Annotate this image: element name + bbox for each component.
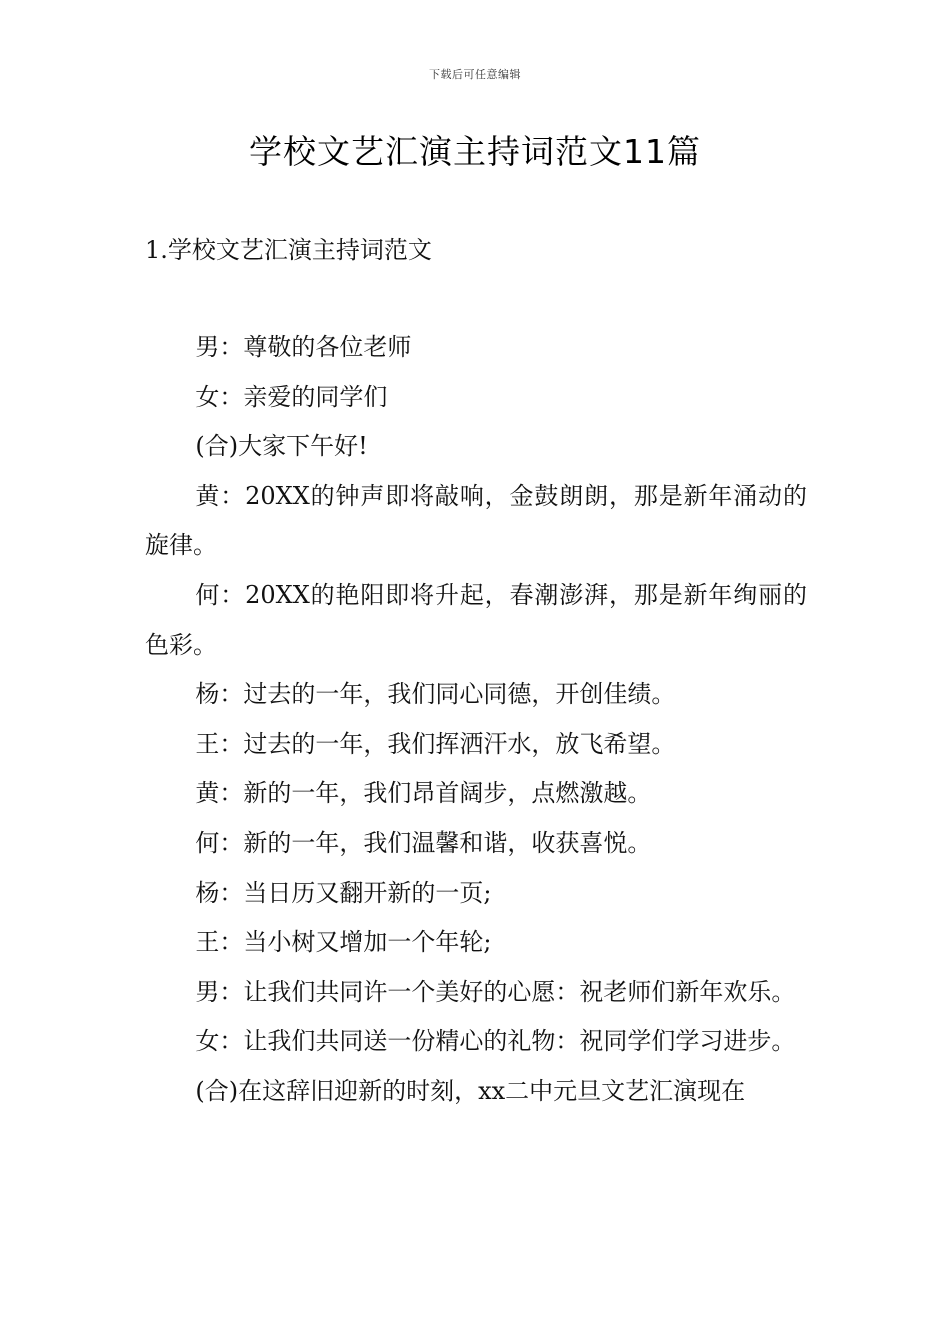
paragraph: 女：亲爱的同学们 (195, 382, 388, 411)
body-text (145, 323, 807, 1117)
paragraph: 男：尊敬的各位老师 (195, 333, 412, 361)
paragraph: (合)大家下午好! (195, 432, 368, 461)
paragraph: (合)在这辞旧迎新的时刻，xx二中元旦文艺汇演现在 (195, 1076, 746, 1105)
paragraph: 王：当小树又增加一个年轮; (195, 928, 492, 957)
paragraph: 何：新的一年，我们温馨和谐，收获喜悦。 (195, 828, 652, 857)
paragraph: 何：20XX的艳阳即将升起，春潮澎湃，那是新年绚丽的色彩。 (145, 580, 807, 659)
paragraph: 黄：新的一年，我们昂首阔步，点燃激越。 (195, 779, 652, 808)
header-note: 下载后可任意编辑 (429, 68, 521, 81)
paragraph: 女：让我们共同送一份精心的礼物：祝同学们学习进步。 (195, 1027, 796, 1056)
paragraph: 黄：20XX的钟声即将敲响，金鼓朗朗，那是新年涌动的旋律。 (145, 481, 807, 560)
section-heading: 1.学校文艺汇演主持词范文 (145, 236, 432, 264)
paragraph: 杨：过去的一年，我们同心同德，开创佳绩。 (195, 680, 676, 709)
paragraph: 男：让我们共同许一个美好的心愿：祝老师们新年欢乐。 (195, 977, 796, 1006)
paragraph: 杨：当日历又翻开新的一页; (195, 878, 492, 907)
paragraph: 王：过去的一年，我们挥洒汗水，放飞希望。 (195, 729, 676, 758)
document-title: 学校文艺汇演主持词范文11篇 (249, 132, 701, 171)
